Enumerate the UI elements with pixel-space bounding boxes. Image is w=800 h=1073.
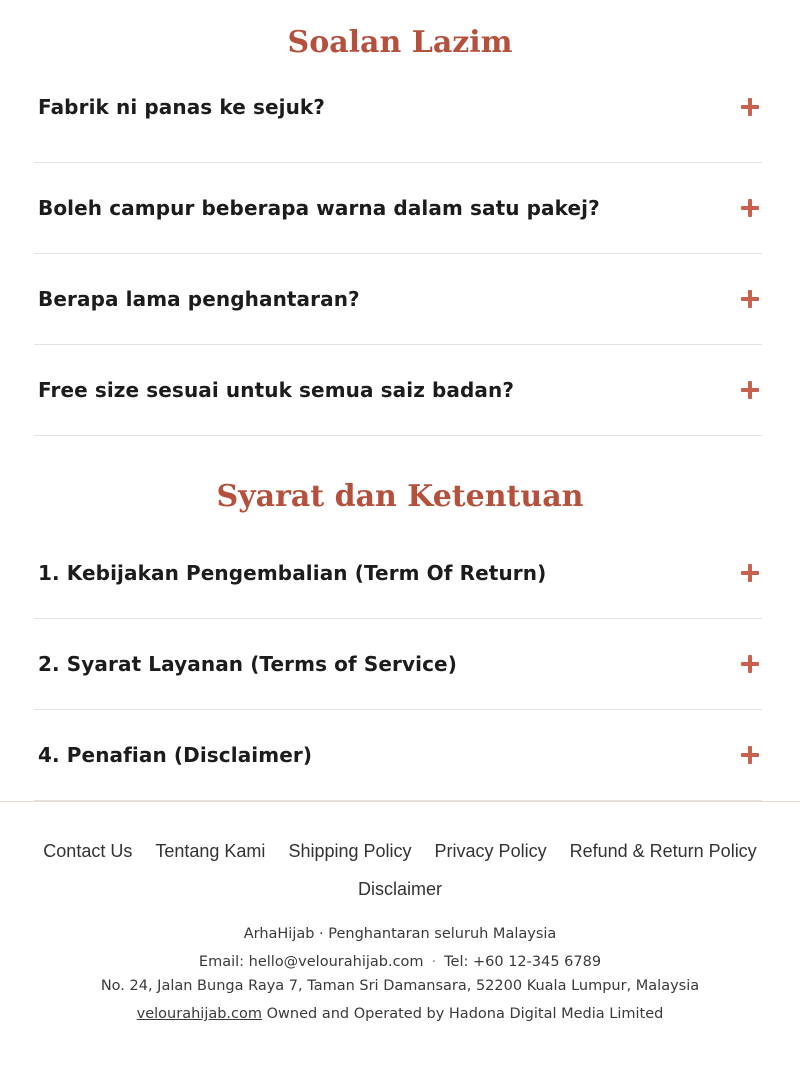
footer-link-privacy[interactable]: Privacy Policy [434, 841, 547, 861]
footer-link-shipping[interactable]: Shipping Policy [288, 841, 412, 861]
faq-item[interactable] [34, 163, 762, 254]
terms-item[interactable] [34, 619, 762, 710]
terms-item[interactable] [34, 528, 762, 619]
plus-icon[interactable] [740, 380, 760, 400]
terms-item[interactable] [34, 710, 762, 801]
faq-title: Soalan Lazim [287, 25, 513, 60]
footer-link-contact[interactable]: Contact Us [43, 841, 133, 861]
email-text[interactable]: Email: hello@velourahijab.com [198, 954, 424, 970]
footer-nav [0, 802, 800, 908]
contact-line [0, 954, 800, 970]
faq-item[interactable] [34, 52, 762, 163]
footer-info [0, 926, 800, 1022]
site-footer [0, 801, 800, 1022]
faq-question: Free size sesuai untuk semua saiz badan? [38, 378, 515, 402]
brand-line: ArhaHijab · Penghantaran seluruh Malaysia [243, 926, 557, 942]
faq-question: Fabrik ni panas ke sejuk? [38, 95, 326, 119]
faq-item[interactable] [34, 254, 762, 345]
address-line: No. 24, Jalan Bunga Raya 7, Taman Sri Damansara, 52200 Kuala Lumpur, Malaysia [100, 978, 700, 994]
owner-text: Owned and Operated by Hadona Digital Media Limited [262, 1006, 664, 1022]
tel-text[interactable]: Tel: +60 12-345 6789 [444, 954, 602, 970]
plus-icon[interactable] [740, 198, 760, 218]
plus-icon[interactable] [740, 289, 760, 309]
plus-icon[interactable] [740, 97, 760, 117]
terms-heading: 2. Syarat Layanan (Terms of Service) [38, 652, 457, 676]
faq-item[interactable] [34, 345, 762, 436]
footer-link-refund[interactable]: Refund & Return Policy [569, 841, 757, 861]
footer-link-disclaimer[interactable]: Disclaimer [357, 879, 442, 899]
plus-icon[interactable] [740, 563, 760, 583]
faq-accordion [34, 52, 762, 436]
faq-question: Berapa lama penghantaran? [38, 287, 360, 311]
terms-accordion [34, 528, 762, 801]
plus-icon[interactable] [740, 745, 760, 765]
owner-line [0, 1006, 800, 1022]
terms-title: Syarat dan Ketentuan [216, 479, 584, 514]
footer-link-about[interactable]: Tentang Kami [155, 841, 266, 861]
separator: · [431, 954, 437, 970]
plus-icon[interactable] [740, 654, 760, 674]
terms-heading: 1. Kebijakan Pengembalian (Term Of Return) [38, 561, 547, 585]
owner-site-link[interactable]: velourahijab.com [136, 1006, 263, 1022]
faq-question: Boleh campur beberapa warna dalam satu pakej? [38, 196, 600, 220]
terms-heading: 4. Penafian (Disclaimer) [38, 743, 313, 767]
